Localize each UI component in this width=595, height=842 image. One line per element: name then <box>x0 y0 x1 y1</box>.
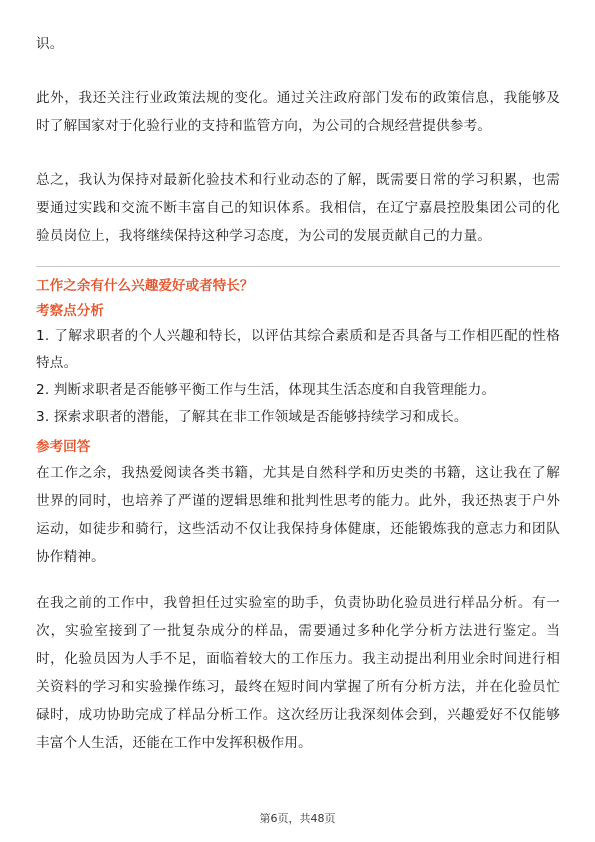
continued-text-tail: 识。 <box>36 36 64 52</box>
analysis-item-3: 3. 探索求职者的潜能，了解其在非工作领域是否能够持续学习和成长。 <box>36 409 468 425</box>
document-page <box>36 30 560 757</box>
spacer <box>36 571 560 589</box>
spacer <box>36 58 560 84</box>
policy-paragraph: 此外，我还关注行业政策法规的变化。通过关注政府部门发布的政策信息，我能够及时了解国家对于化验行业的支持和监管方向，为公司的合规经营提供参考。 <box>36 90 560 134</box>
analysis-heading: 考察点分析 <box>36 303 104 319</box>
page-footer: 第6页，共48页 <box>259 812 336 825</box>
spacer <box>36 140 560 166</box>
summary-paragraph: 总之，我认为保持对最新化验技术和行业动态的了解，既需要日常的学习积累，也需要通过实践和交流不断丰富自己的知识体系。我相信，在辽宁嘉晨控股集团公司的化验员岗位上，我将继续保持这种学习态度，为公司的发展贡献自己的力量。 <box>36 172 560 244</box>
analysis-item-1: 1. 了解求职者的个人兴趣和特长，以评估其综合素质和是否具备与工作相匹配的性格特点。 <box>36 328 560 371</box>
section-divider <box>36 266 560 267</box>
analysis-item-2: 2. 判断求职者是否能够平衡工作与生活，体现其生活态度和自我管理能力。 <box>36 382 496 398</box>
question-title: 工作之余有什么兴趣爱好或者特长？ <box>36 278 254 294</box>
answer-paragraph-2: 在我之前的工作中，我曾担任过实验室的助手，负责协助化验员进行样品分析。有一次，实验室接到了一批复杂成分的样品，需要通过多种化学分析方法进行鉴定。当时，化验员因为人手不足，面临着较大的工作压力。我主动提出利用业余时间进行相关资料的学习和实验操作练习，最终在短时间内掌握了所有分析方法，并在化验员忙碌时，成功协助完成了样品分析工作。这次经历让我深刻体会到，兴趣爱好不仅能够丰富个人生活，还能在工作中发挥积极作用。 <box>36 595 560 751</box>
answer-heading: 参考回答 <box>36 439 91 455</box>
answer-paragraph-1: 在工作之余，我热爱阅读各类书籍，尤其是自然科学和历史类的书籍，这让我在了解世界的同时，也培养了严谨的逻辑思维和批判性思考的能力。此外，我还热衷于户外运动，如徒步和骑行，这些活动不仅让我保持身体健康，还能锻炼我的意志力和团队协作精神。 <box>36 465 560 565</box>
